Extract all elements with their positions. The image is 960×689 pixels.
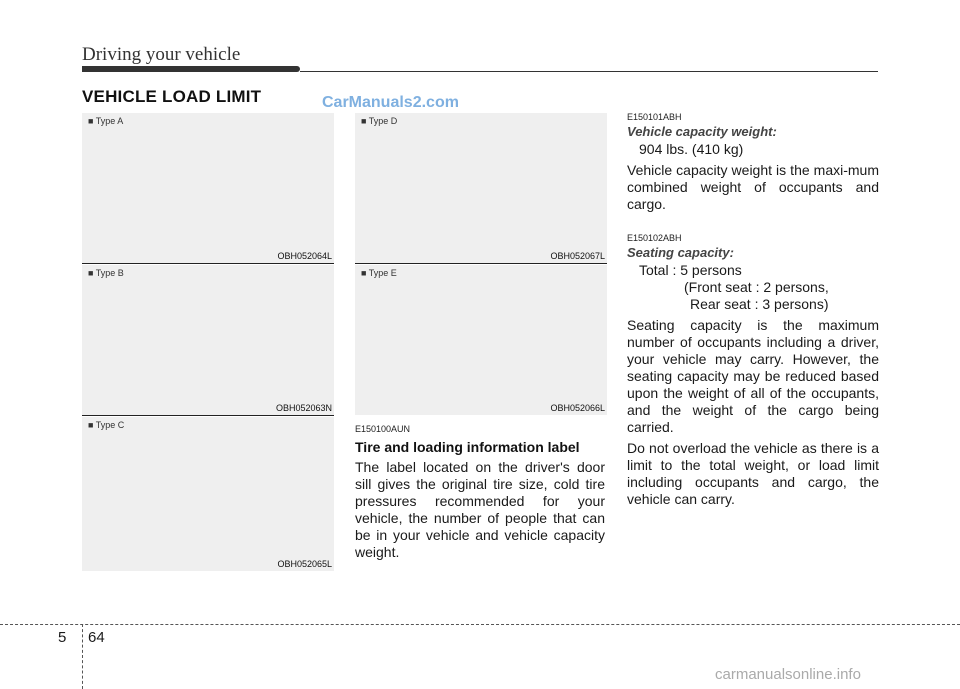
footer-divider [82, 624, 83, 689]
figure-code: OBH052066L [550, 403, 605, 413]
capacity-weight-value: 904 lbs. (410 kg) [639, 141, 744, 157]
section-title: VEHICLE LOAD LIMIT [82, 87, 262, 106]
tire-label-body: The label located on the driver's door sill gives the original tire size, cold tire pressures recommended for your vehicle, the number of people that can be in your vehicle and vehicle capacity weight. [355, 459, 605, 560]
figure-code: OBH052064L [277, 251, 332, 261]
watermark-bottom[interactable]: carmanualsonline.info [715, 666, 861, 683]
figure-type-a [82, 113, 334, 263]
capacity-section [627, 112, 879, 508]
figure-divider [355, 263, 607, 264]
figure-divider [82, 415, 334, 416]
figure-type-e [355, 265, 607, 415]
section-code: E150100AUN [355, 424, 411, 434]
seating-rear: Rear seat : 3 persons) [690, 296, 829, 312]
watermark-top[interactable]: CarManuals2.com [322, 94, 459, 111]
figure-type-c [82, 417, 334, 571]
page-number: 64 [88, 629, 105, 646]
figure-label: ■ Type E [361, 268, 397, 278]
seating-capacity-heading: Seating capacity: [627, 245, 734, 260]
capacity-weight-body: Vehicle capacity weight is the maxi-mum combined weight of occupants and cargo. [627, 162, 879, 212]
figure-code: OBH052063N [275, 403, 332, 413]
seating-total: Total : 5 persons [639, 262, 742, 278]
figure-code: OBH052067L [550, 251, 605, 261]
header-bar [82, 66, 300, 72]
chapter-number: 5 [58, 629, 67, 646]
header-rule [300, 71, 878, 72]
capacity-weight-heading: Vehicle capacity weight: [627, 124, 777, 139]
seating-front: (Front seat : 2 persons, [684, 279, 829, 295]
tire-label-section [355, 424, 605, 561]
figure-type-d [355, 113, 607, 263]
seating-body-1: Seating capacity is the maximum number of occupants including a driver, your vehicle may carry. However, the seating capacity may be reduced based upon the weight of all of the occupants, and the weight of the cargo being carried. [627, 317, 879, 435]
figure-code: OBH052065L [277, 559, 332, 569]
figure-label: ■ Type D [361, 116, 398, 126]
tire-label-heading: Tire and loading information label [355, 439, 580, 455]
seating-body-2: Do not overload the vehicle as there is a limit to the total weight, or load limit including occupants and cargo, the vehicle can carry. [627, 440, 879, 507]
section-code: E150102ABH [627, 233, 682, 243]
figure-label: ■ Type B [88, 268, 124, 278]
figure-divider [82, 263, 334, 264]
figure-label: ■ Type A [88, 116, 124, 126]
section-code: E150101ABH [627, 112, 682, 122]
figure-label: ■ Type C [88, 420, 125, 430]
figure-type-b [82, 265, 334, 415]
footer-rule [0, 624, 960, 625]
running-header: Driving your vehicle [82, 44, 241, 65]
